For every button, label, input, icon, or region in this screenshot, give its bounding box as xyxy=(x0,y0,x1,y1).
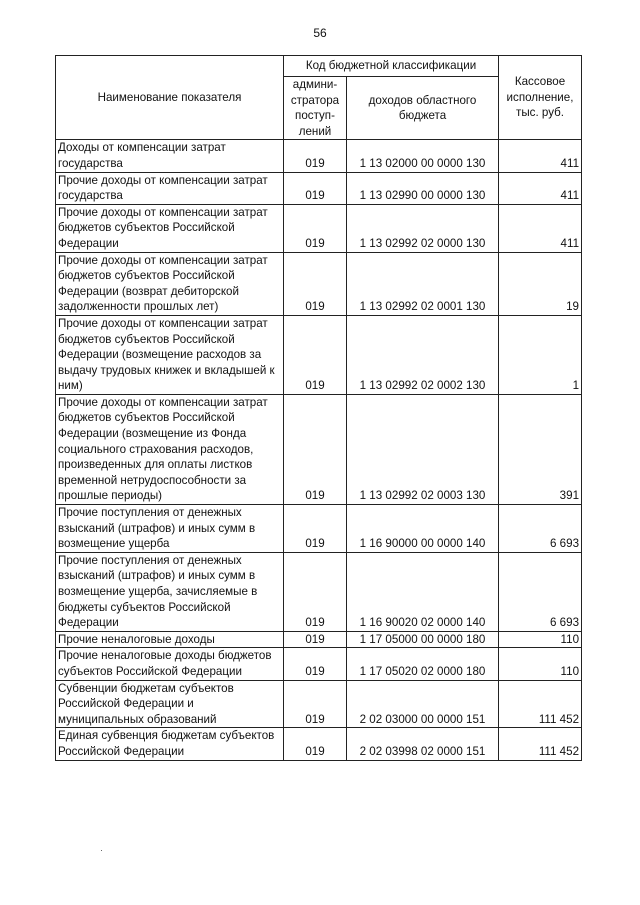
row-admin-code: 019 xyxy=(284,204,347,252)
row-amount: 19 xyxy=(499,252,582,315)
header-admin: админи-стратора поступ-лений xyxy=(284,77,347,140)
row-admin-code: 019 xyxy=(284,631,347,648)
row-name: Субвенции бюджетам субъектов Российской Федерации и муниципальных образований xyxy=(56,680,284,728)
row-income-code: 1 13 02992 02 0003 130 xyxy=(347,394,499,504)
table-row xyxy=(56,728,582,760)
row-income-code: 1 13 02992 02 0001 130 xyxy=(347,252,499,315)
table-row xyxy=(56,505,582,553)
row-admin-code: 019 xyxy=(284,394,347,504)
row-income-code: 1 13 02990 00 0000 130 xyxy=(347,172,499,204)
page-number: 56 xyxy=(313,26,327,40)
row-income-code: 1 17 05000 00 0000 180 xyxy=(347,631,499,648)
row-income-code: 2 02 03000 00 0000 151 xyxy=(347,680,499,728)
table-row xyxy=(56,252,582,315)
row-amount: 111 452 xyxy=(499,728,582,760)
row-admin-code: 019 xyxy=(284,140,347,172)
table-header xyxy=(56,56,582,140)
header-name: Наименование показателя xyxy=(56,56,284,140)
table-body xyxy=(56,140,582,760)
row-income-code: 1 17 05020 02 0000 180 xyxy=(347,648,499,680)
row-name: Прочие доходы от компенсации затрат государства xyxy=(56,172,284,204)
row-name: Прочие поступления от денежных взысканий (штрафов) и иных сумм в возмещение ущерба xyxy=(56,505,284,553)
row-amount: 411 xyxy=(499,204,582,252)
row-amount: 391 xyxy=(499,394,582,504)
header-code-group: Код бюджетной классификации xyxy=(284,56,499,77)
row-admin-code: 019 xyxy=(284,552,347,631)
table-row xyxy=(56,172,582,204)
header-income: доходов областного бюджета xyxy=(347,77,499,140)
row-amount: 411 xyxy=(499,140,582,172)
budget-report-table xyxy=(55,55,582,761)
row-income-code: 2 02 03998 02 0000 151 xyxy=(347,728,499,760)
scan-speck xyxy=(101,850,102,851)
row-admin-code: 019 xyxy=(284,680,347,728)
table-row xyxy=(56,315,582,394)
row-amount: 1 xyxy=(499,315,582,394)
row-amount: 111 452 xyxy=(499,680,582,728)
table-row xyxy=(56,140,582,172)
table-row xyxy=(56,552,582,631)
row-admin-code: 019 xyxy=(284,252,347,315)
row-admin-code: 019 xyxy=(284,648,347,680)
row-admin-code: 019 xyxy=(284,172,347,204)
table-row xyxy=(56,648,582,680)
table-row xyxy=(56,204,582,252)
row-income-code: 1 16 90020 02 0000 140 xyxy=(347,552,499,631)
row-name: Прочие доходы от компенсации затрат бюджетов субъектов Российской Федерации xyxy=(56,204,284,252)
row-name: Прочие доходы от компенсации затрат бюджетов субъектов Российской Федерации (возмещение из Фонда социального страхования расходов, произведенных для оплаты листков временной нетрудоспособности за прошлые периоды) xyxy=(56,394,284,504)
row-name: Прочие поступления от денежных взысканий (штрафов) и иных сумм в возмещение ущерба, зачисляемые в бюджеты субъектов Российской Федерации xyxy=(56,552,284,631)
row-amount: 110 xyxy=(499,648,582,680)
row-name: Прочие доходы от компенсации затрат бюджетов субъектов Российской Федерации (возврат дебиторской задолженности прошлых лет) xyxy=(56,252,284,315)
row-amount: 6 693 xyxy=(499,505,582,553)
row-name: Доходы от компенсации затрат государства xyxy=(56,140,284,172)
row-name: Прочие доходы от компенсации затрат бюджетов субъектов Российской Федерации (возмещение расходов за выдачу трудовых книжек и вкладышей к ним) xyxy=(56,315,284,394)
row-admin-code: 019 xyxy=(284,505,347,553)
row-amount: 411 xyxy=(499,172,582,204)
row-name: Прочие неналоговые доходы бюджетов субъектов Российской Федерации xyxy=(56,648,284,680)
table-row xyxy=(56,631,582,648)
row-income-code: 1 13 02000 00 0000 130 xyxy=(347,140,499,172)
row-admin-code: 019 xyxy=(284,728,347,760)
row-name: Прочие неналоговые доходы xyxy=(56,631,284,648)
table-row xyxy=(56,680,582,728)
row-income-code: 1 13 02992 02 0000 130 xyxy=(347,204,499,252)
header-amount: Кассовое исполнение, тыс. руб. xyxy=(499,56,582,140)
row-amount: 110 xyxy=(499,631,582,648)
row-amount: 6 693 xyxy=(499,552,582,631)
table-row xyxy=(56,394,582,504)
row-income-code: 1 13 02992 02 0002 130 xyxy=(347,315,499,394)
row-name: Единая субвенция бюджетам субъектов Российской Федерации xyxy=(56,728,284,760)
row-admin-code: 019 xyxy=(284,315,347,394)
row-income-code: 1 16 90000 00 0000 140 xyxy=(347,505,499,553)
